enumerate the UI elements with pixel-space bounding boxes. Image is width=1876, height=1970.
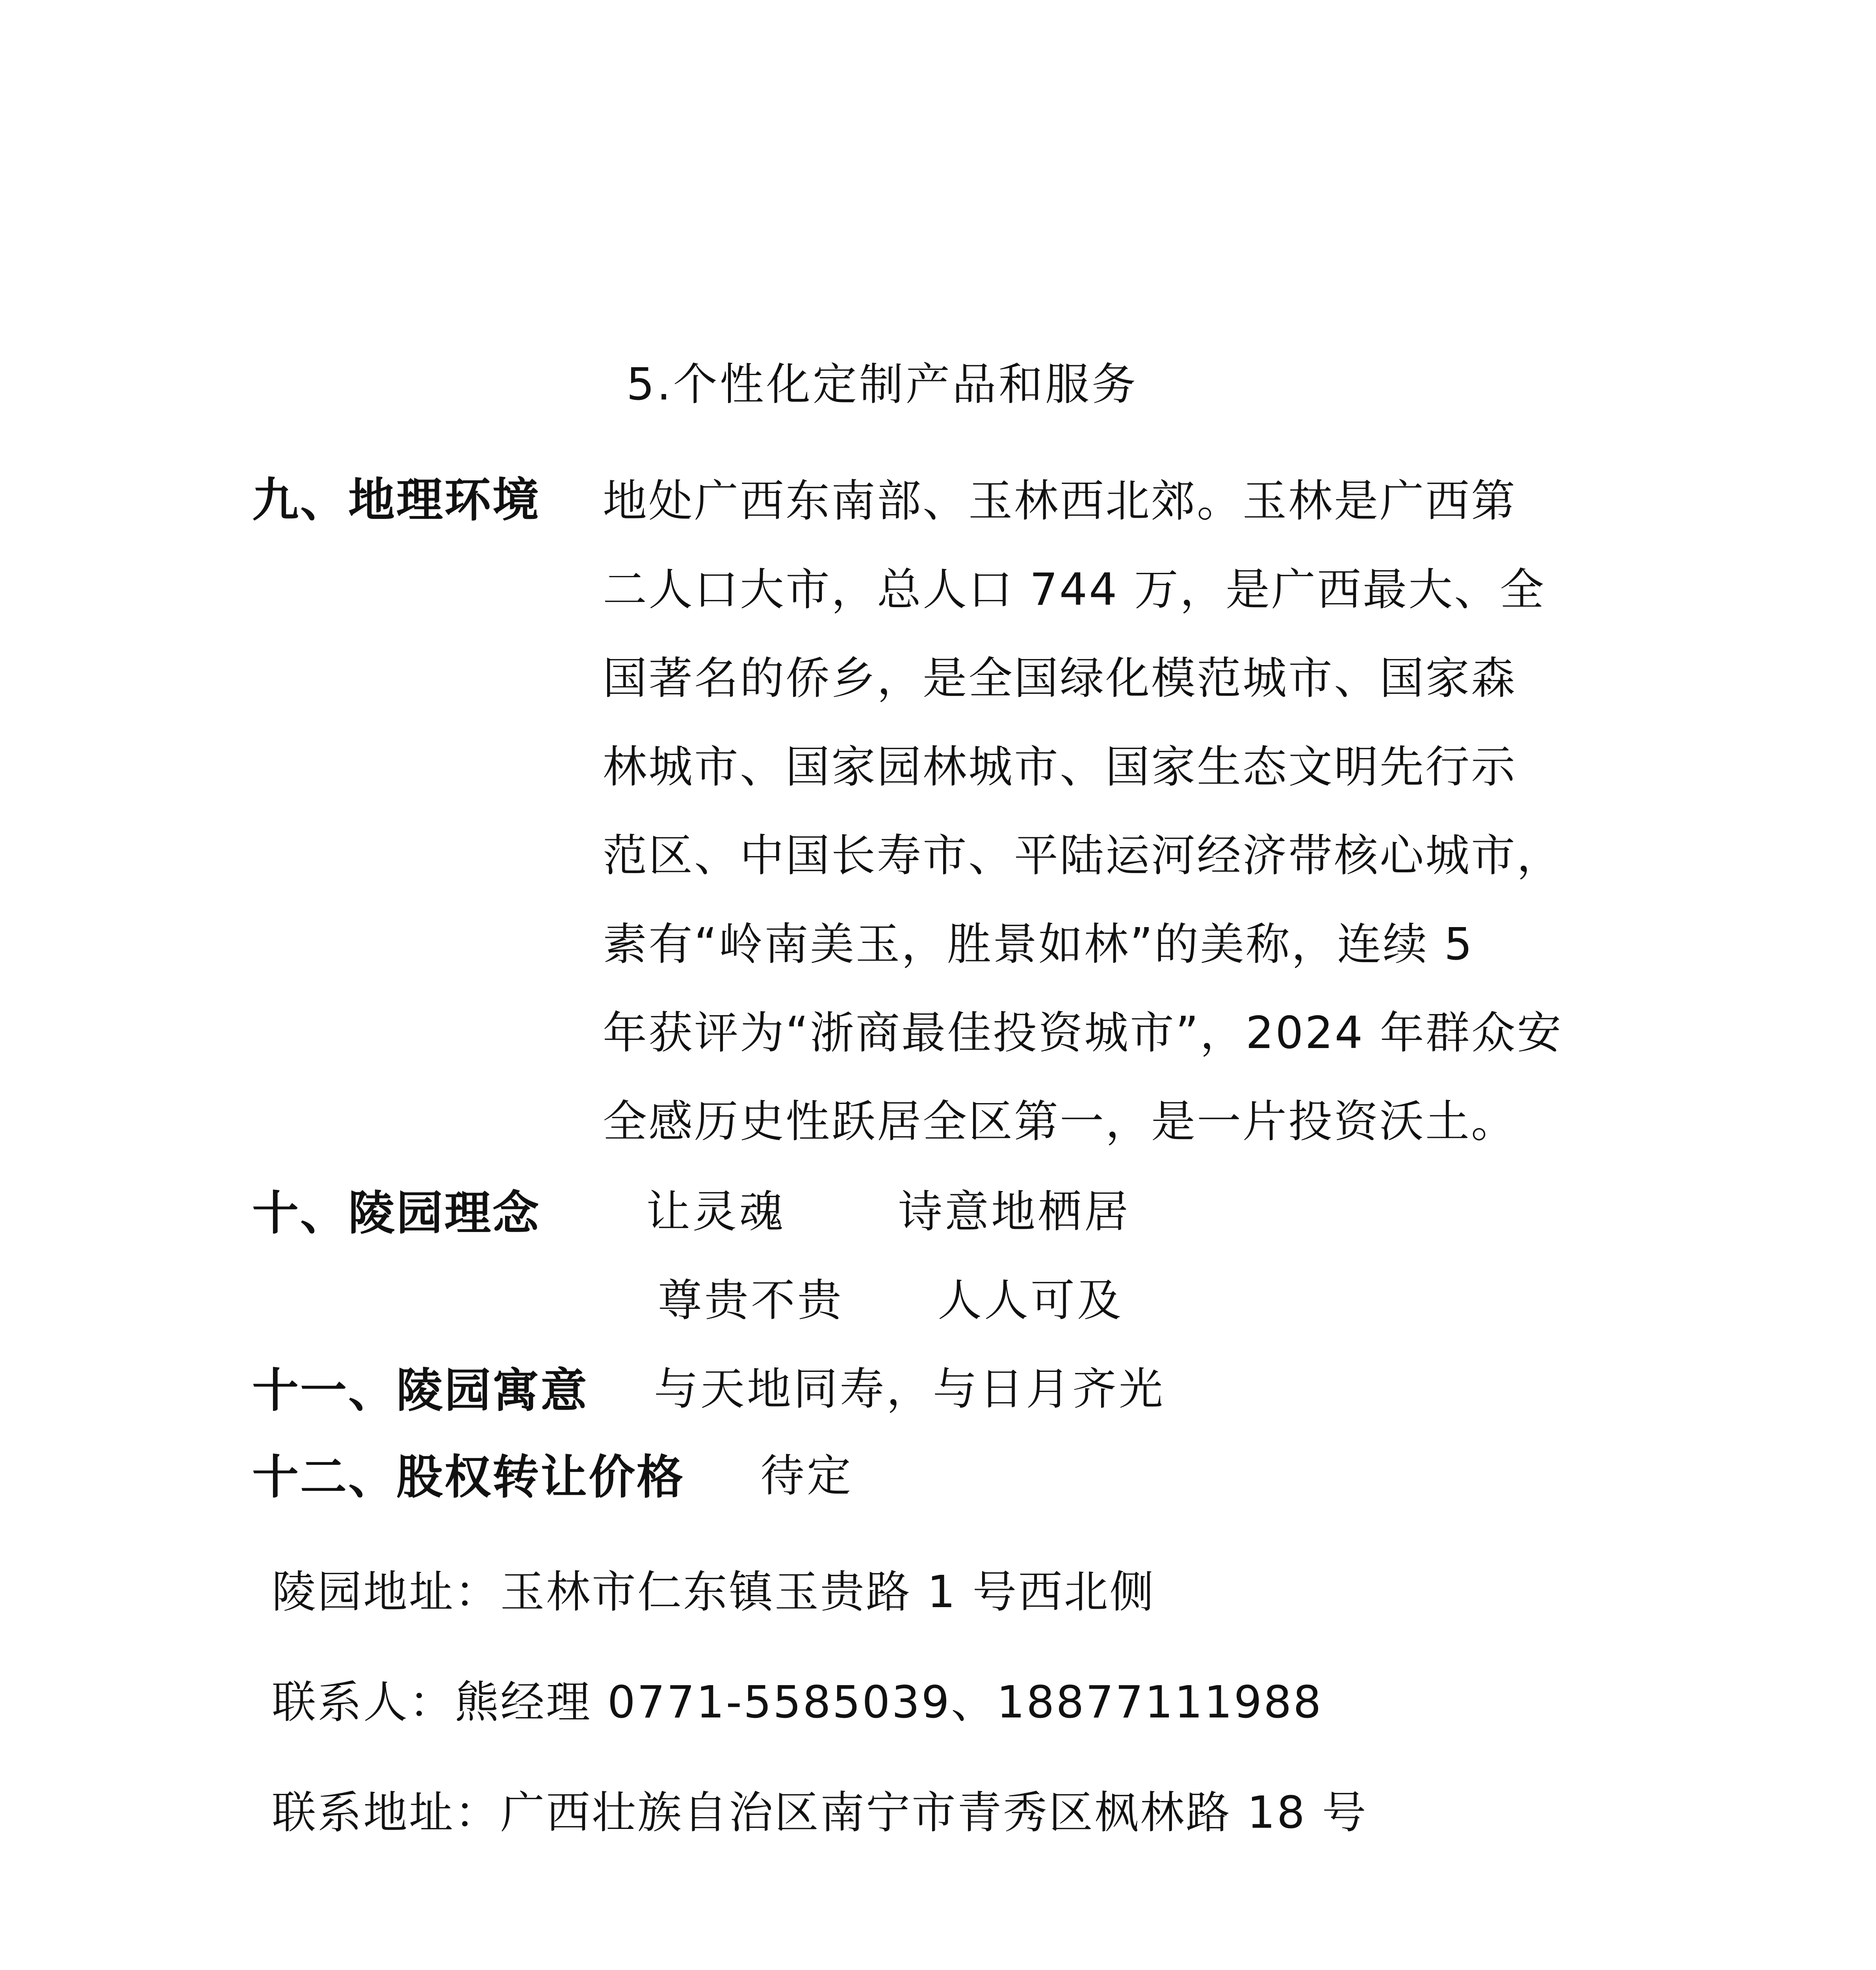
list-item-5: 5.个性化定制产品和服务 — [626, 359, 1138, 410]
philosophy-phrase: 诗意地栖居 — [898, 1186, 1131, 1238]
section-heading-9: 九、地理环境 — [252, 473, 541, 527]
contact-person: 联系人：熊经理 0771-5585039、18877111988 — [272, 1677, 1323, 1728]
section-heading-10: 十、陵园理念 — [252, 1186, 541, 1240]
paragraph-line: 林城市、国家园林城市、国家生态文明先行示 — [603, 742, 1517, 793]
paragraph-line: 年获评为“浙商最佳投资城市”，2024 年群众安 — [603, 1007, 1563, 1059]
paragraph-line: 二人口大市，总人口 744 万，是广西最大、全 — [603, 564, 1545, 615]
paragraph-line: 地处广西东南部、玉林西北郊。玉林是广西第 — [603, 476, 1517, 527]
philosophy-phrase: 让灵魂 — [646, 1186, 786, 1238]
paragraph-line: 素有“岭南美玉，胜景如林”的美称，连续 5 — [603, 919, 1474, 970]
cemetery-address: 陵园地址：玉林市仁东镇玉贵路 1 号西北侧 — [272, 1567, 1155, 1618]
paragraph-line: 全感历史性跃居全区第一，是一片投资沃土。 — [603, 1096, 1517, 1147]
section-9-paragraph — [603, 457, 1627, 1166]
section-heading-11: 十一、陵园寓意 — [252, 1363, 589, 1418]
contact-address: 联系地址：广西壮族自治区南宁市青秀区枫林路 18 号 — [272, 1787, 1368, 1838]
section-11-text: 与天地同寿，与日月齐光 — [654, 1364, 1165, 1415]
section-12-text: 待定 — [760, 1450, 853, 1502]
philosophy-phrase: 尊贵不贵 — [658, 1275, 844, 1326]
paragraph-line: 国著名的侨乡，是全国绿化模范城市、国家森 — [603, 653, 1517, 704]
section-heading-12: 十二、股权转让价格 — [252, 1450, 685, 1504]
philosophy-phrase: 人人可及 — [938, 1275, 1124, 1326]
paragraph-line: 范区、中国长寿市、平陆运河经济带核心城市， — [603, 830, 1562, 881]
